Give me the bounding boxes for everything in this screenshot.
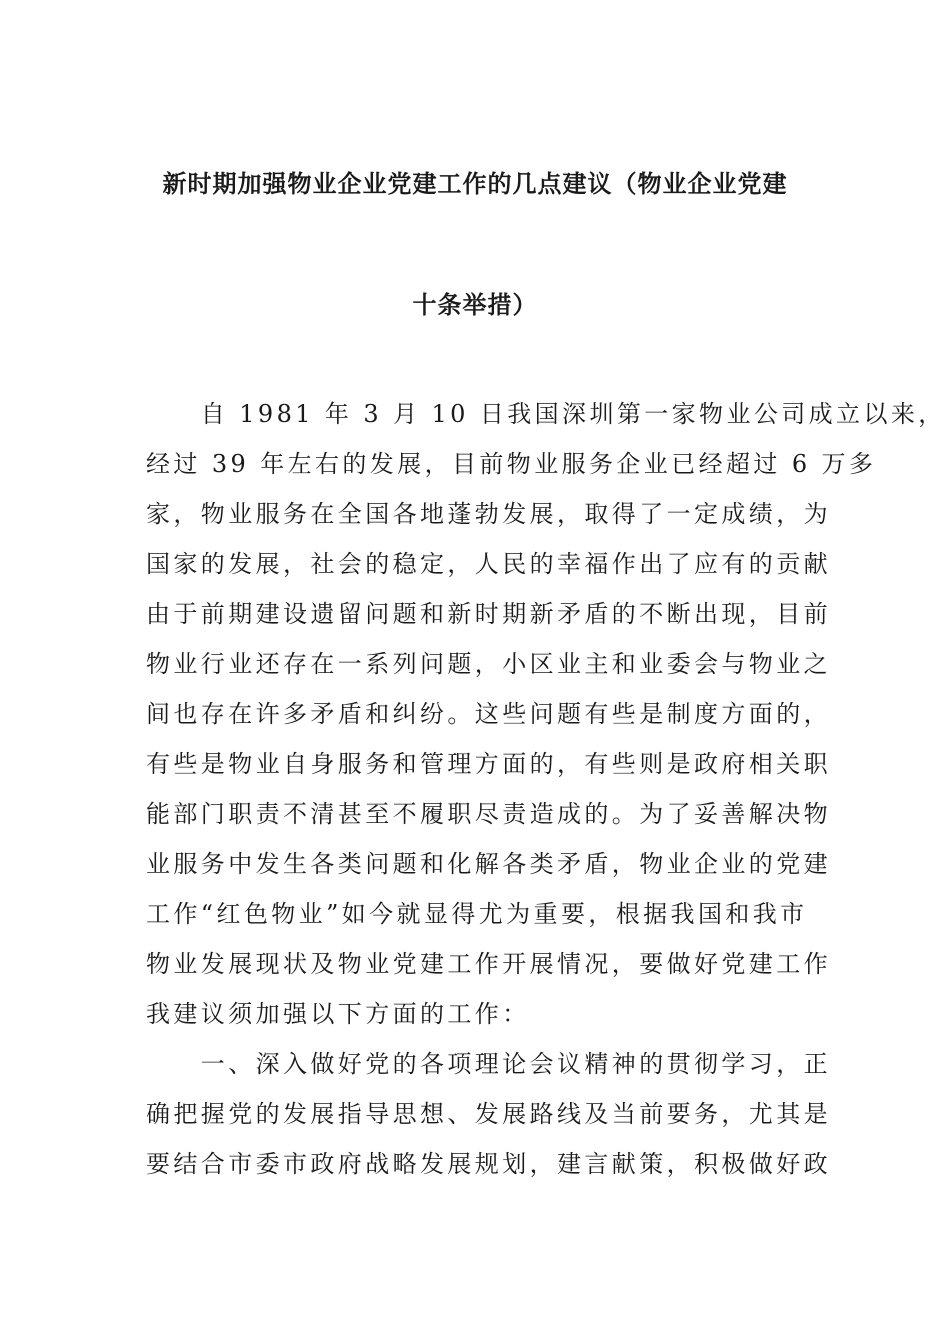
body-line: 由于前期建设遗留问题和新时期新矛盾的不断出现，目前: [146, 600, 831, 628]
body-line: 确把握党的发展指导思想、发展路线及当前要务，尤其是: [146, 1100, 831, 1128]
body-line: 我建议须加强以下方面的工作：: [146, 1000, 530, 1028]
body-line: 能部门职责不清甚至不履职尽责造成的。为了妥善解决物: [146, 800, 831, 828]
document-title-line-1: 新时期加强物业企业党建工作的几点建议（物业企业党建: [162, 169, 788, 198]
body-line: 经过 39 年左右的发展，目前物业服务企业已经超过 6 万多: [146, 450, 877, 478]
body-line: 自 1981 年 3 月 10 日我国深圳第一家物业公司成立以来，: [146, 400, 946, 428]
document-title-line-2: 十条举措）: [412, 290, 538, 319]
body-line: 物业行业还存在一系列问题，小区业主和业委会与物业之: [146, 650, 831, 678]
body-line: 间也存在许多矛盾和纠纷。这些问题有些是制度方面的，: [146, 700, 831, 728]
body-line: 工作“红色物业”如今就显得尤为重要，根据我国和我市: [146, 900, 808, 928]
body-line: 业服务中发生各类问题和化解各类矛盾，物业企业的党建: [146, 850, 831, 878]
body-line: 物业发展现状及物业党建工作开展情况，要做好党建工作: [146, 950, 831, 978]
body-line: 一、深入做好党的各项理论会议精神的贯彻学习，正: [146, 1050, 831, 1078]
body-line: 家，物业服务在全国各地蓬勃发展，取得了一定成绩，为: [146, 500, 831, 528]
body-line: 要结合市委市政府战略发展规划，建言献策，积极做好政: [146, 1150, 831, 1178]
body-line: 国家的发展，社会的稳定，人民的幸福作出了应有的贡献: [146, 550, 831, 578]
body-line: 有些是物业自身服务和管理方面的，有些则是政府相关职: [146, 750, 831, 778]
